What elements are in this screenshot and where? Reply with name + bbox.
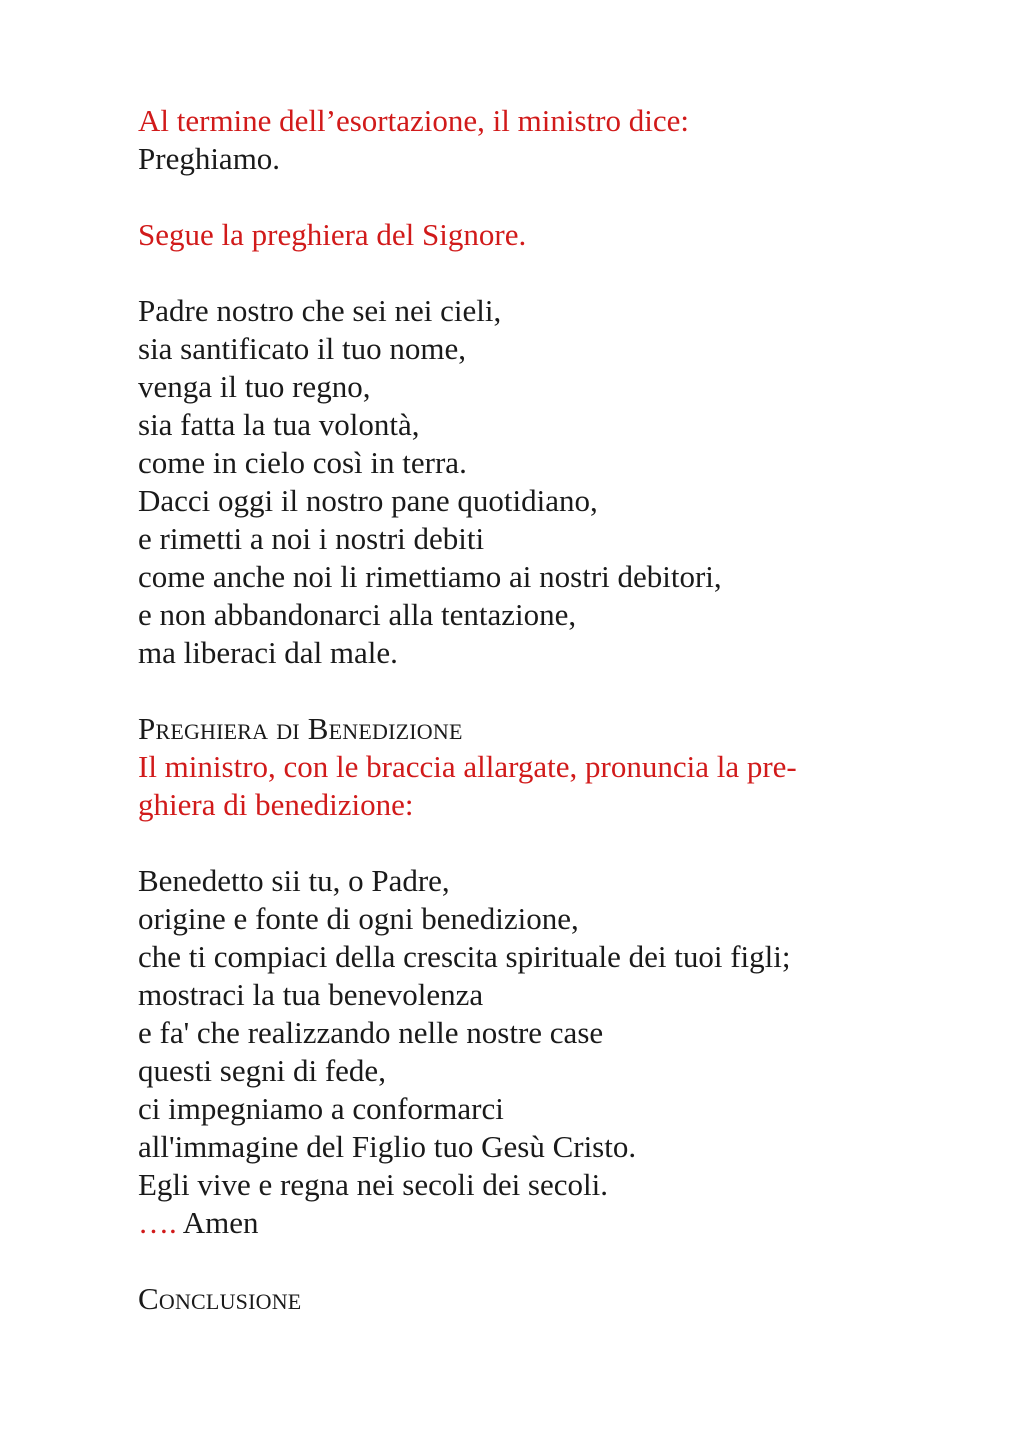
prayer-line: Dacci oggi il nostro pane quotidiano,	[138, 483, 598, 518]
lords-prayer-text	[138, 292, 918, 672]
blessing-line: Benedetto sii tu, o Padre,	[138, 863, 450, 898]
spacer	[138, 672, 918, 710]
blessing-heading: Preghiera di Benedizione	[138, 711, 463, 746]
prayer-line: come anche noi li rimettiamo ai nostri debitori,	[138, 559, 722, 594]
prayer-line: ma liberaci dal male.	[138, 635, 398, 670]
blessing-prayer-text	[138, 862, 918, 1242]
prayer-line: come in cielo così in terra.	[138, 445, 467, 480]
spacer	[138, 254, 918, 292]
conclusion-heading: Conclusione	[138, 1281, 302, 1316]
spacer	[138, 178, 918, 216]
blessing-line: che ti compiaci della crescita spirituale dei tuoi figli;	[138, 939, 791, 974]
amen-line	[138, 1204, 918, 1242]
prayer-line: sia santificato il tuo nome,	[138, 331, 467, 366]
spacer	[138, 1242, 918, 1280]
blessing-rubric-line: Il ministro, con le braccia allargate, pronuncia la pre-	[138, 749, 797, 784]
prayer-line: e rimetti a noi i nostri debiti	[138, 521, 485, 556]
prayer-line: Padre nostro che sei nei cieli,	[138, 293, 502, 328]
prayer-line: sia fatta la tua volontà,	[138, 407, 420, 442]
blessing-line: all'immagine del Figlio tuo Gesù Cristo.	[138, 1129, 637, 1164]
blessing-line: mostraci la tua benevolenza	[138, 977, 484, 1012]
intro-response: Preghiamo.	[138, 141, 281, 176]
page-content	[138, 102, 918, 1318]
spacer	[138, 824, 918, 862]
blessing-line: ci impegniamo a conformarci	[138, 1091, 504, 1126]
prayer-line: e non abbandonarci alla tentazione,	[138, 597, 577, 632]
lords-prayer-rubric: Segue la preghiera del Signore.	[138, 217, 527, 252]
prayer-line: venga il tuo regno,	[138, 369, 371, 404]
amen-ellipsis: ….	[138, 1205, 177, 1240]
amen-response: Amen	[176, 1205, 259, 1240]
blessing-rubric-line: ghiera di benedizione:	[138, 787, 414, 822]
blessing-line: e fa' che realizzando nelle nostre case	[138, 1015, 604, 1050]
blessing-line: origine e fonte di ogni benedizione,	[138, 901, 579, 936]
blessing-line: Egli vive e regna nei secoli dei secoli.	[138, 1167, 608, 1202]
blessing-line: questi segni di fede,	[138, 1053, 386, 1088]
intro-rubric: Al termine dell’esortazione, il ministro dice:	[138, 103, 689, 138]
